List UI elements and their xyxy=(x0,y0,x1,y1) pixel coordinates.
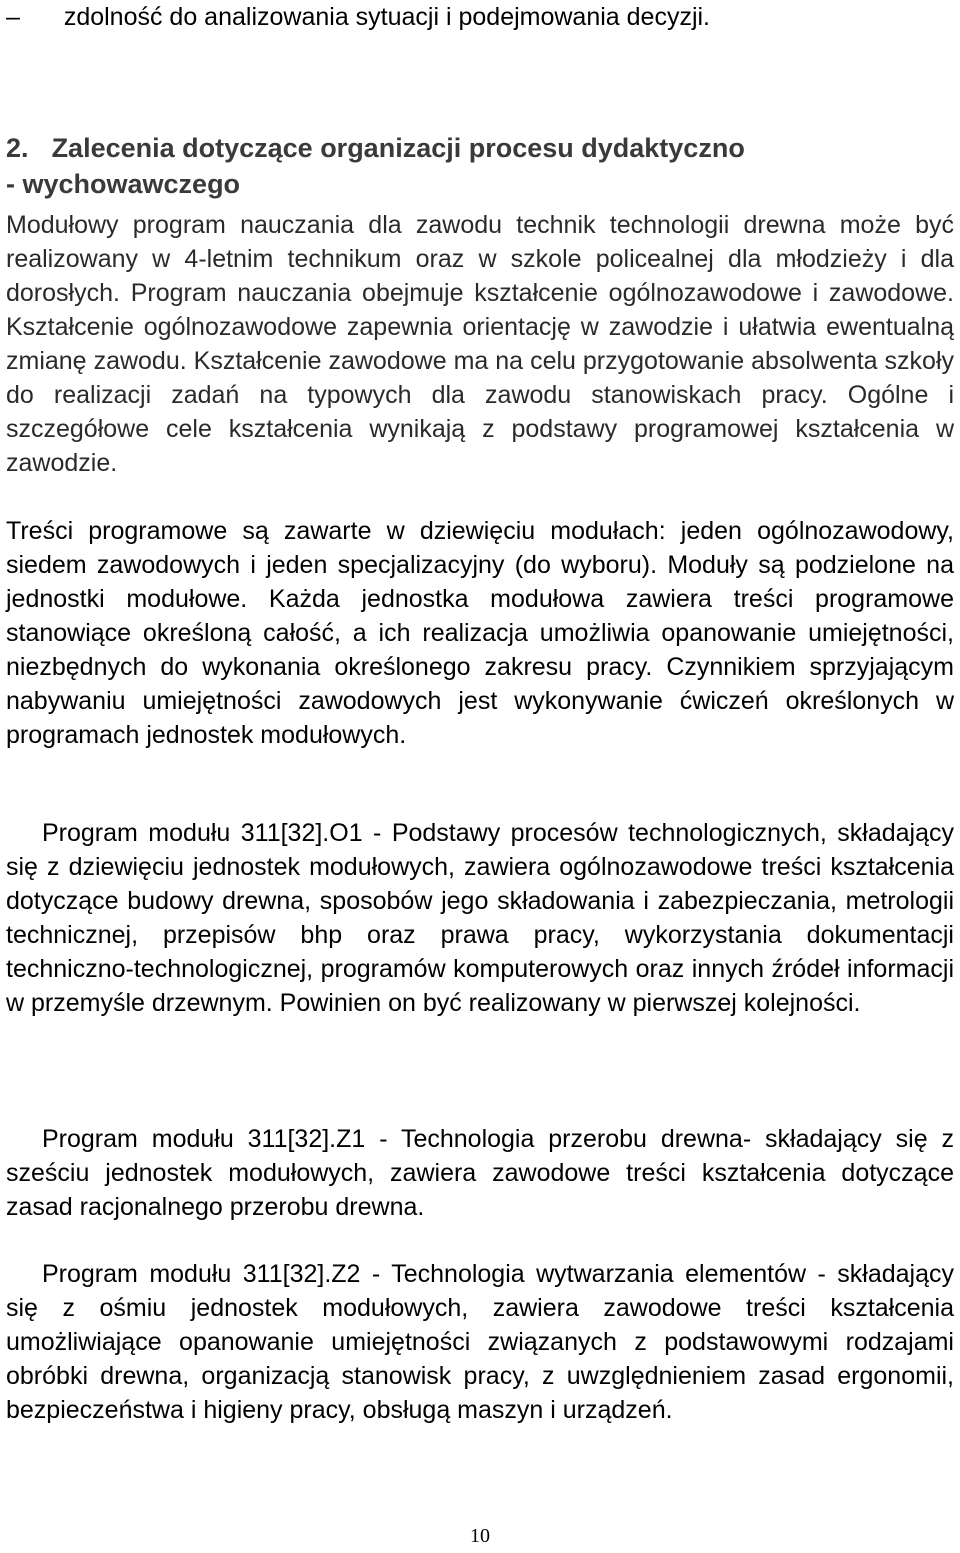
module-z2-text: Program modułu 311[32].Z2 - Technologia wytwarzania elementów - składający się z ośmiu jednostek modułowych, zawiera zawodowe treści kształcenia umożliwiające opanowanie umiejętności związanych z podstawowymi rodzajami obróbki drewna, organizacją stanowisk pracy, z uwzględnieniem zasad ergonomii, bezpieczeństwa i higieny pracy, obsługą maszyn i urządzeń. xyxy=(6,1260,954,1424)
module-o1-paragraph xyxy=(6,816,954,1020)
module-z1-paragraph xyxy=(6,1122,954,1224)
bullet-item xyxy=(6,0,954,34)
module-z1-block xyxy=(6,1122,954,1224)
intro-block xyxy=(6,208,954,480)
page-number: 10 xyxy=(470,1525,490,1547)
intro-paragraph: Modułowy program nauczania dla zawodu technik technologii drewna może być realizowany w 4-letnim technikum oraz w szkole policealnej dla młodzieży i dla dorosłych. Program nauczania obejmuje kształcenie ogólnozawodowe i zawodowe. Kształcenie ogólnozawodowe zapewnia orientację w zawodzie i ułatwia ewentualną zmianę zawodu. Kształcenie zawodowe ma na celu przygotowanie absolwenta szkoły do realizacji zadań na typowych dla zawodu stanowiskach pracy. Ogólne i szczegółowe cele kształcenia wynikają z podstawy programowej kształcenia w zawodzie. xyxy=(6,211,954,477)
section-title-line1: Zalecenia dotyczące organizacji procesu dydaktyczno xyxy=(51,133,745,163)
modules-paragraph: Treści programowe są zawarte w dziewięciu modułach: jeden ogólnozawodowy, siedem zawodowych i jeden specjalizacyjny (do wyboru). Moduły są podzielone na jednostki modułowe. Każda jednostka modułowa zawiera treści programowe stanowiące określoną całość, a ich realizacja umożliwia opanowanie umiejętności, niezbędnych do wykonania określonego zakresu pracy. Czynnikiem sprzyjającym nabywaniu umiejętności zawodowych jest wykonywanie ćwiczeń określonych w programach jednostek modułowych. xyxy=(6,517,954,749)
module-o1-text: Program modułu 311[32].O1 - Podstawy procesów technologicznych, składający się z dziewięciu jednostek modułowych, zawiera ogólnozawodowe treści kształcenia dotyczące budowy drewna, sposobów jego składowania i zabezpieczania, metrologii technicznej, przepisów bhp oraz prawa pracy, wykorzystania dokumentacji techniczno-technologicznej, programów komputerowych oraz innych źródeł informacji w przemyśle drzewnym. Powinien on być realizowany w pierwszej kolejności. xyxy=(6,819,954,1017)
module-z2-block xyxy=(6,1257,954,1427)
section-number: 2. xyxy=(6,133,29,163)
modules-block xyxy=(6,514,954,752)
module-z2-paragraph xyxy=(6,1257,954,1427)
module-o1-block xyxy=(6,816,954,1020)
section-heading xyxy=(6,130,954,202)
module-z1-text: Program modułu 311[32].Z1 - Technologia przerobu drewna- składający się z sześciu jednostek modułowych, zawiera zawodowe treści kształcenia dotyczące zasad racjonalnego przerobu drewna. xyxy=(6,1125,954,1221)
section-title-line2: - wychowawczego xyxy=(6,169,241,199)
bullet-dash: – xyxy=(6,3,20,31)
bullet-text: zdolność do analizowania sytuacji i podejmowania decyzji. xyxy=(63,3,711,31)
